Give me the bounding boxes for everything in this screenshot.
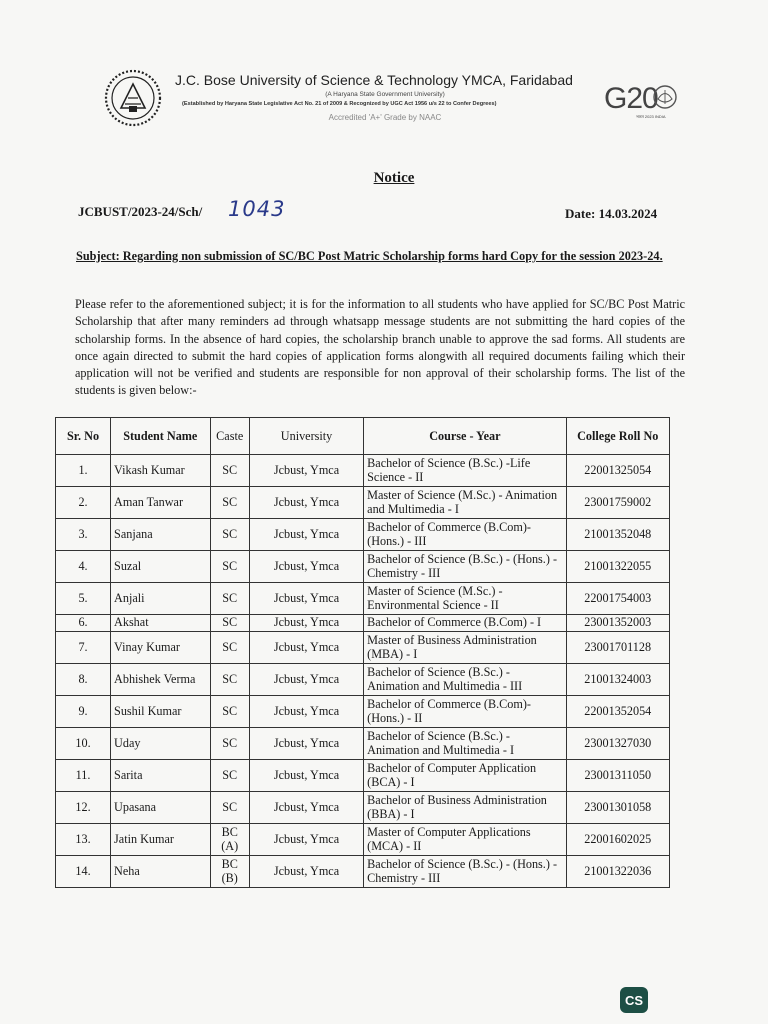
table-row [56, 760, 670, 792]
g20-logo: G20 [604, 82, 658, 115]
row-university: Jcbust, Ymca [249, 455, 363, 487]
row-student-name: Vinay Kumar [111, 632, 210, 664]
row-university: Jcbust, Ymca [249, 632, 363, 664]
row-course-year: Master of Science (M.Sc.) - Animation and Multimedia - I [364, 487, 566, 519]
row-caste: SC [210, 696, 249, 728]
row-university: Jcbust, Ymca [249, 696, 363, 728]
row-student-name: Uday [111, 728, 210, 760]
row-sr-no: 2. [56, 487, 111, 519]
row-college-roll-no: 23001759002 [566, 487, 669, 519]
row-sr-no: 4. [56, 551, 111, 583]
row-college-roll-no: 22001754003 [566, 583, 669, 615]
column-header-sr-no: Sr. No [56, 418, 111, 455]
row-sr-no: 3. [56, 519, 111, 551]
column-header-university: University [249, 418, 363, 455]
university-emblem-icon [103, 68, 163, 128]
row-caste: SC [210, 519, 249, 551]
row-caste: BC (B) [210, 856, 249, 888]
row-course-year: Bachelor of Business Administration (BBA) - I [364, 792, 566, 824]
row-college-roll-no: 22001352054 [566, 696, 669, 728]
row-caste: SC [210, 455, 249, 487]
row-sr-no: 7. [56, 632, 111, 664]
row-course-year: Master of Business Administration (MBA) - I [364, 632, 566, 664]
row-college-roll-no: 23001311050 [566, 760, 669, 792]
row-student-name: Upasana [111, 792, 210, 824]
row-student-name: Aman Tanwar [111, 487, 210, 519]
row-course-year: Bachelor of Science (B.Sc.) - (Hons.) - Chemistry - III [364, 856, 566, 888]
notice-title: Notice [373, 170, 415, 186]
row-university: Jcbust, Ymca [249, 583, 363, 615]
table-row [56, 664, 670, 696]
row-college-roll-no: 21001352048 [566, 519, 669, 551]
row-sr-no: 1. [56, 455, 111, 487]
row-caste: SC [210, 760, 249, 792]
row-sr-no: 13. [56, 824, 111, 856]
row-course-year: Master of Computer Applications (MCA) - II [364, 824, 566, 856]
row-caste: SC [210, 792, 249, 824]
row-course-year: Bachelor of Science (B.Sc.) -Life Science - II [364, 455, 566, 487]
row-caste: SC [210, 551, 249, 583]
row-university: Jcbust, Ymca [249, 824, 363, 856]
row-student-name: Neha [111, 856, 210, 888]
row-sr-no: 12. [56, 792, 111, 824]
row-course-year: Bachelor of Science (B.Sc.) - (Hons.) - Chemistry - III [364, 551, 566, 583]
row-sr-no: 5. [56, 583, 111, 615]
row-sr-no: 9. [56, 696, 111, 728]
table-row [56, 824, 670, 856]
notice-subject: Subject: Regarding non submission of SC/BC Post Matric Scholarship forms hard Copy for the session 2023-24. [76, 249, 663, 263]
row-university: Jcbust, Ymca [249, 487, 363, 519]
row-caste: SC [210, 664, 249, 696]
table-row [56, 487, 670, 519]
row-college-roll-no: 22001602025 [566, 824, 669, 856]
row-sr-no: 11. [56, 760, 111, 792]
table-row [56, 632, 670, 664]
row-course-year: Bachelor of Science (B.Sc.) - Animation and Multimedia - I [364, 728, 566, 760]
row-sr-no: 8. [56, 664, 111, 696]
row-student-name: Akshat [111, 615, 210, 632]
row-student-name: Sanjana [111, 519, 210, 551]
table-row [56, 583, 670, 615]
row-university: Jcbust, Ymca [249, 615, 363, 632]
students-table [55, 417, 670, 888]
row-sr-no: 14. [56, 856, 111, 888]
row-caste: SC [210, 487, 249, 519]
row-university: Jcbust, Ymca [249, 664, 363, 696]
row-college-roll-no: 21001324003 [566, 664, 669, 696]
row-caste: SC [210, 583, 249, 615]
row-university: Jcbust, Ymca [249, 792, 363, 824]
row-course-year: Bachelor of Science (B.Sc.) - Animation and Multimedia - III [364, 664, 566, 696]
state-government-line: (A Haryana State Government University) [325, 91, 445, 98]
row-course-year: Bachelor of Commerce (B.Com)- (Hons.) - II [364, 696, 566, 728]
row-college-roll-no: 23001301058 [566, 792, 669, 824]
table-row [56, 696, 670, 728]
notice-body: Please refer to the aforementioned subject; it is for the information to all students who have applied for SC/BC Post Matric Scholarship that after many reminders ad through whatsapp message students are not submitting the hard copies of the scholarship forms. In the absence of hard copies, the scholarship branch unable to approve the sad forms. All students are once again directed to submit the hard copies of application forms alongwith all required documents failing which their application will not be verified and students are responsible for non approval of their scholarship forms. The list of the students is given below:- [75, 297, 685, 398]
row-college-roll-no: 21001322055 [566, 551, 669, 583]
row-caste: SC [210, 728, 249, 760]
row-university: Jcbust, Ymca [249, 519, 363, 551]
column-header-course-year: Course - Year [364, 418, 566, 455]
row-university: Jcbust, Ymca [249, 760, 363, 792]
g20-lotus-icon [652, 84, 678, 110]
notice-date: Date: 14.03.2024 [565, 206, 658, 221]
row-sr-no: 10. [56, 728, 111, 760]
row-student-name: Jatin Kumar [111, 824, 210, 856]
g20-tagline: भारत 2023 INDIA [636, 114, 666, 119]
table-row [56, 615, 670, 632]
table-header-row [56, 418, 670, 455]
table-row [56, 792, 670, 824]
row-student-name: Sarita [111, 760, 210, 792]
row-course-year: Master of Science (M.Sc.) - Environmental Science - II [364, 583, 566, 615]
row-caste: SC [210, 615, 249, 632]
row-caste: BC (A) [210, 824, 249, 856]
accreditation-line: Accredited 'A+' Grade by NAAC [328, 113, 442, 122]
camscanner-badge: CS [620, 987, 648, 1013]
handwritten-reference: 1043 [228, 197, 286, 221]
column-header-college-roll-no: College Roll No [566, 418, 669, 455]
row-college-roll-no: 23001701128 [566, 632, 669, 664]
table-row [56, 856, 670, 888]
university-name: J.C. Bose University of Science & Technology YMCA, Faridabad [175, 72, 573, 88]
table-row [56, 728, 670, 760]
row-college-roll-no: 22001325054 [566, 455, 669, 487]
table-row [56, 551, 670, 583]
reference-number: JCBUST/2023-24/Sch/ [78, 204, 203, 219]
row-student-name: Vikash Kumar [111, 455, 210, 487]
row-university: Jcbust, Ymca [249, 856, 363, 888]
row-university: Jcbust, Ymca [249, 551, 363, 583]
row-student-name: Anjali [111, 583, 210, 615]
row-university: Jcbust, Ymca [249, 728, 363, 760]
row-college-roll-no: 23001352003 [566, 615, 669, 632]
row-student-name: Sushil Kumar [111, 696, 210, 728]
table-row [56, 455, 670, 487]
row-course-year: Bachelor of Commerce (B.Com)- (Hons.) - III [364, 519, 566, 551]
row-sr-no: 6. [56, 615, 111, 632]
row-college-roll-no: 21001322036 [566, 856, 669, 888]
established-line: (Established by Haryana State Legislative Act No. 21 of 2009 & Recognized by UGC Act 1956 u/s 22 to Confer Degrees) [182, 101, 497, 107]
column-header-caste: Caste [210, 418, 249, 455]
row-student-name: Abhishek Verma [111, 664, 210, 696]
row-student-name: Suzal [111, 551, 210, 583]
column-header-student-name: Student Name [111, 418, 210, 455]
row-course-year: Bachelor of Computer Application (BCA) - I [364, 760, 566, 792]
table-row [56, 519, 670, 551]
row-caste: SC [210, 632, 249, 664]
row-college-roll-no: 23001327030 [566, 728, 669, 760]
row-course-year: Bachelor of Commerce (B.Com) - I [364, 615, 566, 632]
